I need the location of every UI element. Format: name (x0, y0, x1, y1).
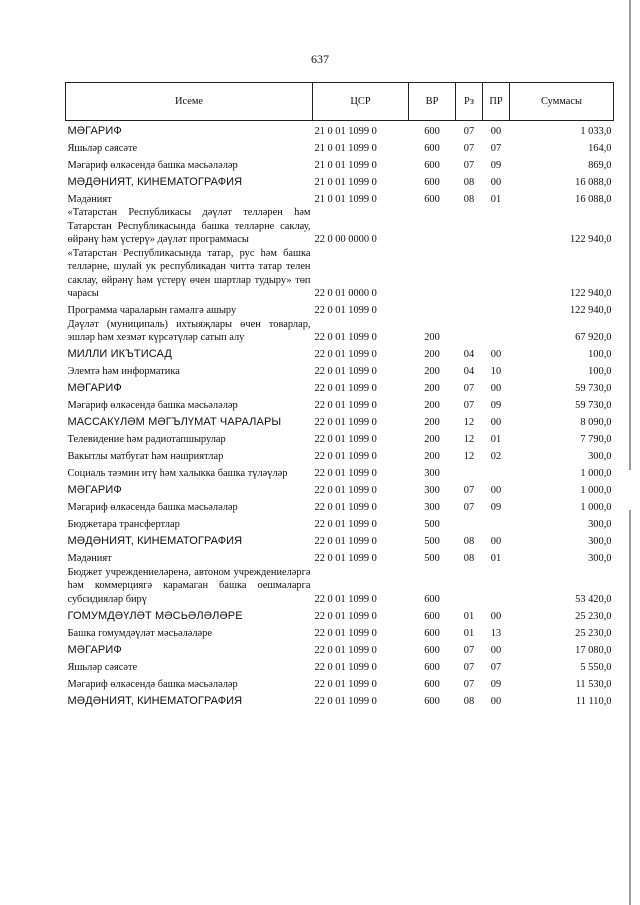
row-name: Элемтә һәм информатика (67, 366, 180, 377)
row-amount: 8 090,0 (580, 417, 612, 428)
table-row (66, 413, 614, 430)
row-rz-code: 07 (463, 125, 475, 137)
row-name: Социаль тәэмин итү һәм халыкка башка түләүләр (67, 468, 288, 479)
row-name: Мәгариф өлкәсендә башка мәсьәләләр (67, 678, 238, 690)
row-csr-code: 22 0 01 1099 0 (314, 451, 377, 462)
row-pr-code: 09 (490, 678, 502, 690)
row-pr-code: 02 (490, 451, 502, 462)
table-header-row (66, 83, 614, 121)
table-row (66, 623, 614, 640)
row-csr-code: 22 0 01 1099 0 (314, 661, 377, 673)
row-rz-code (456, 566, 483, 607)
header-csr: ЦСР (313, 83, 409, 121)
row-rz-code: 07 (463, 644, 475, 656)
row-pr-code (483, 515, 510, 532)
row-csr-code: 21 0 01 1099 0 (314, 125, 377, 137)
row-pr-code (483, 464, 510, 481)
row-vr-code: 300 (424, 502, 440, 513)
row-rz-code (456, 515, 483, 532)
row-csr-code: 22 0 01 1099 0 (314, 644, 377, 656)
row-rz-code: 08 (463, 193, 475, 205)
row-name: Дәүләт (муниципаль) ихтыяҗлары өчен товарлар, эшләр һәм хезмәт күрсәтүләр сатып алу (67, 318, 311, 343)
row-vr-code: 200 (424, 400, 440, 411)
row-vr-code: 600 (424, 644, 440, 656)
row-name: МӘДӘНИЯТ, КИНЕМАТОГРАФИЯ (67, 175, 243, 188)
table-row (66, 189, 614, 206)
row-name: Яшьләр сәясәте (67, 661, 138, 673)
row-pr-code: 09 (490, 400, 502, 411)
row-rz-code: 07 (463, 142, 475, 154)
row-csr-code: 22 0 01 1099 0 (314, 485, 377, 496)
table-body (66, 121, 614, 709)
table-row (66, 206, 614, 247)
row-amount: 1 000,0 (580, 485, 612, 496)
row-name: Мәгариф өлкәсендә башка мәсьәләләр (67, 400, 238, 411)
row-amount: 100,0 (588, 349, 612, 360)
row-rz-code (456, 318, 483, 345)
table-row (66, 498, 614, 515)
row-amount: 67 920,0 (575, 332, 612, 343)
row-vr-code: 500 (424, 553, 440, 564)
row-amount: 1 000,0 (580, 468, 612, 479)
row-amount: 1 033,0 (580, 125, 612, 137)
row-csr-code: 21 0 01 1099 0 (314, 159, 377, 171)
row-vr-code (409, 206, 456, 247)
row-rz-code (456, 206, 483, 247)
row-pr-code: 01 (490, 193, 502, 205)
row-vr-code: 600 (424, 627, 440, 639)
scan-edge-line (629, 0, 631, 905)
table-row (66, 606, 614, 623)
table-row (66, 657, 614, 674)
row-csr-code: 22 0 01 1099 0 (314, 383, 377, 394)
row-rz-code: 08 (463, 536, 475, 547)
header-pr: ПР (483, 83, 510, 121)
row-pr-code: 01 (490, 553, 502, 564)
table-row (66, 549, 614, 566)
page-number: 637 (311, 52, 329, 66)
header-rz: Рз (456, 83, 483, 121)
row-name: МӘГАРИФ (67, 484, 122, 496)
row-vr-code: 600 (424, 142, 440, 154)
table-row (66, 138, 614, 155)
row-vr-code: 200 (424, 417, 440, 428)
row-vr-code: 300 (424, 485, 440, 496)
row-vr-code: 200 (424, 451, 440, 462)
row-amount: 869,0 (588, 159, 612, 171)
row-rz-code: 07 (463, 485, 475, 496)
table-row (66, 691, 614, 708)
table-row (66, 155, 614, 172)
row-vr-code: 300 (424, 468, 440, 479)
row-csr-code: 22 0 01 1099 0 (314, 434, 377, 445)
row-name: МАССАКҮЛӘМ МӘГЪЛҮМАТ ЧАРАЛАРЫ (67, 416, 282, 428)
row-rz-code: 07 (463, 678, 475, 690)
row-rz-code: 07 (463, 383, 475, 394)
row-pr-code: 07 (490, 142, 502, 154)
row-vr-code (409, 301, 456, 318)
row-amount: 300,0 (588, 536, 612, 547)
row-name: МӘГАРИФ (67, 643, 122, 656)
row-csr-code: 22 0 01 1099 0 (314, 553, 377, 564)
row-rz-code: 08 (463, 553, 475, 564)
row-amount: 11 110,0 (575, 695, 612, 707)
row-rz-code: 12 (463, 451, 475, 462)
table-row (66, 674, 614, 691)
row-csr-code: 22 0 01 1099 0 (314, 502, 377, 513)
row-csr-code: 22 0 01 1099 0 (314, 349, 377, 360)
row-name: Программа чараларын гамәлгә ашыру (67, 305, 237, 316)
table-row (66, 121, 614, 139)
table-row (66, 362, 614, 379)
row-amount: 122 940,0 (569, 305, 612, 316)
row-name: МӘДӘНИЯТ, КИНЕМАТОГРАФИЯ (67, 535, 243, 547)
row-pr-code: 09 (490, 502, 502, 513)
table-row (66, 396, 614, 413)
row-rz-code: 04 (463, 366, 475, 377)
row-rz-code (456, 247, 483, 301)
row-vr-code: 600 (424, 610, 440, 622)
row-vr-code: 200 (424, 434, 440, 445)
row-vr-code: 200 (424, 383, 440, 394)
row-name: Мәдәният (67, 553, 112, 564)
row-vr-code: 600 (424, 176, 440, 188)
row-amount: 53 420,0 (575, 593, 612, 605)
row-vr-code: 600 (424, 593, 440, 605)
row-pr-code: 00 (490, 417, 502, 428)
row-amount: 25 230,0 (575, 610, 612, 622)
row-vr-code: 200 (424, 332, 440, 343)
row-vr-code: 600 (424, 695, 440, 707)
row-csr-code: 22 0 01 1099 0 (314, 519, 377, 530)
table-row (66, 379, 614, 396)
row-vr-code: 200 (424, 366, 440, 377)
row-csr-code: 22 0 01 1099 0 (314, 695, 377, 707)
row-csr-code: 22 0 01 1099 0 (314, 366, 377, 377)
row-csr-code: 21 0 01 1099 0 (314, 142, 377, 154)
row-pr-code: 07 (490, 661, 502, 673)
row-pr-code (483, 318, 510, 345)
row-rz-code: 07 (463, 400, 475, 411)
table-row (66, 481, 614, 498)
row-rz-code: 01 (463, 610, 475, 622)
row-rz-code: 12 (463, 417, 475, 428)
row-amount: 59 730,0 (575, 400, 612, 411)
header-name: Исеме (66, 83, 313, 121)
row-amount: 25 230,0 (575, 627, 612, 639)
row-pr-code: 00 (490, 383, 502, 394)
row-name: Башка гомумдәүләт мәсьәләләре (67, 627, 212, 639)
row-csr-code: 22 0 01 1099 0 (314, 332, 377, 343)
row-csr-code: 22 0 01 1099 0 (314, 305, 377, 316)
row-csr-code: 22 0 01 1099 0 (314, 417, 377, 428)
row-rz-code: 07 (463, 159, 475, 171)
row-name: Мәгариф өлкәсендә башка мәсьәләләр (67, 502, 238, 513)
row-rz-code: 04 (463, 349, 475, 360)
row-vr-code: 600 (424, 125, 440, 137)
row-vr-code: 200 (424, 349, 440, 360)
row-amount: 164,0 (588, 142, 612, 154)
row-csr-code: 22 0 01 1099 0 (314, 610, 377, 622)
row-name: Вакытлы матбугат һәм нәшриятлар (67, 451, 224, 462)
header-vr: ВР (409, 83, 456, 121)
row-name: Телевидение һәм радиотапшырулар (67, 434, 226, 445)
row-csr-code: 21 0 01 1099 0 (314, 176, 377, 188)
row-pr-code: 09 (490, 159, 502, 171)
row-amount: 5 550,0 (580, 661, 612, 673)
table-row (66, 172, 614, 189)
row-vr-code: 600 (424, 159, 440, 171)
row-csr-code: 21 0 01 1099 0 (314, 193, 377, 205)
row-rz-code: 07 (463, 502, 475, 513)
row-pr-code (483, 566, 510, 607)
row-csr-code: 22 0 01 0000 0 (314, 288, 377, 299)
row-pr-code: 00 (490, 176, 502, 188)
row-amount: 17 080,0 (575, 644, 612, 656)
row-rz-code: 07 (463, 661, 475, 673)
row-rz-code: 08 (463, 695, 475, 707)
row-pr-code: 00 (490, 349, 502, 360)
row-csr-code: 22 0 01 1099 0 (314, 627, 377, 639)
row-name: Мәгариф өлкәсендә башка мәсьәләләр (67, 159, 238, 171)
row-pr-code: 00 (490, 485, 502, 496)
header-sum: Суммасы (510, 83, 614, 121)
row-name: МӘДӘНИЯТ, КИНЕМАТОГРАФИЯ (67, 694, 243, 707)
row-vr-code: 500 (424, 519, 440, 530)
row-rz-code: 01 (463, 627, 475, 639)
row-name: Яшьләр сәясәте (67, 142, 138, 154)
row-rz-code: 08 (463, 176, 475, 188)
scan-edge-gap (629, 470, 631, 510)
table-row (66, 301, 614, 318)
table-row (66, 430, 614, 447)
row-amount: 100,0 (588, 366, 612, 377)
row-pr-code: 10 (490, 366, 502, 377)
table-row (66, 464, 614, 481)
row-amount: 1 000,0 (580, 502, 612, 513)
row-pr-code (483, 206, 510, 247)
row-csr-code: 22 0 01 1099 0 (314, 536, 377, 547)
table-row (66, 532, 614, 549)
table-row (66, 566, 614, 607)
row-name: ГОМУМДӘҮЛӘТ МӘСЬӘЛӘЛӘРЕ (67, 609, 243, 622)
row-pr-code: 00 (490, 644, 502, 656)
row-pr-code: 00 (490, 125, 502, 137)
row-amount: 122 940,0 (569, 234, 612, 245)
table-row (66, 318, 614, 345)
row-csr-code: 22 0 00 0000 0 (314, 234, 377, 245)
row-pr-code: 00 (490, 536, 502, 547)
row-name: МИЛЛИ ИКЪТИСАД (67, 348, 172, 360)
row-rz-code (456, 464, 483, 481)
row-name: Бюджетара трансфертлар (67, 519, 180, 530)
row-pr-code: 13 (490, 627, 502, 639)
row-csr-code: 22 0 01 1099 0 (314, 593, 377, 605)
row-amount: 16 088,0 (575, 193, 612, 205)
table-row (66, 345, 614, 362)
table-row (66, 640, 614, 657)
row-name: «Татарстан Республикасы дәүләт телләрен һәм Татарстан Республикасында башка телләрне саклау, өйрәнү һәм үстерү» дәүләт программасы (67, 207, 311, 245)
row-vr-code: 600 (424, 193, 440, 205)
table-row (66, 247, 614, 301)
row-vr-code: 500 (424, 536, 440, 547)
row-amount: 122 940,0 (569, 288, 612, 299)
row-name: МӘГАРИФ (67, 382, 122, 394)
row-csr-code: 22 0 01 1099 0 (314, 468, 377, 479)
row-pr-code: 00 (490, 610, 502, 622)
row-vr-code (409, 247, 456, 301)
row-pr-code (483, 247, 510, 301)
row-name: «Татарстан Республикасында татар, рус һәм башка телләрне, шулай ук республикадан читтә татар телен саклау, өйрәнү һәм үстерү өчен шартлар тудыру» төп чарасы (67, 247, 311, 299)
row-vr-code: 600 (424, 661, 440, 673)
row-amount: 300,0 (588, 553, 612, 564)
row-name: Мәдәният (67, 193, 112, 205)
row-amount: 16 088,0 (575, 176, 612, 188)
table-row (66, 447, 614, 464)
row-csr-code: 22 0 01 1099 0 (314, 678, 377, 690)
row-pr-code: 00 (490, 695, 502, 707)
row-vr-code: 600 (424, 678, 440, 690)
row-pr-code: 01 (490, 434, 502, 445)
row-amount: 300,0 (588, 519, 612, 530)
row-pr-code (483, 301, 510, 318)
row-amount: 7 790,0 (580, 434, 612, 445)
row-rz-code (456, 301, 483, 318)
row-csr-code: 22 0 01 1099 0 (314, 400, 377, 411)
row-rz-code: 12 (463, 434, 475, 445)
row-name: МӘГАРИФ (67, 124, 122, 137)
row-name: Бюджет учреждениеләренә, автоном учреждениеләргә һәм коммерциягә карамаган башка оешмаларга субсидияләр бирү (67, 566, 311, 605)
table-row (66, 515, 614, 532)
row-amount: 11 530,0 (575, 678, 612, 690)
row-amount: 300,0 (588, 451, 612, 462)
budget-table (65, 82, 614, 708)
row-amount: 59 730,0 (575, 383, 612, 394)
